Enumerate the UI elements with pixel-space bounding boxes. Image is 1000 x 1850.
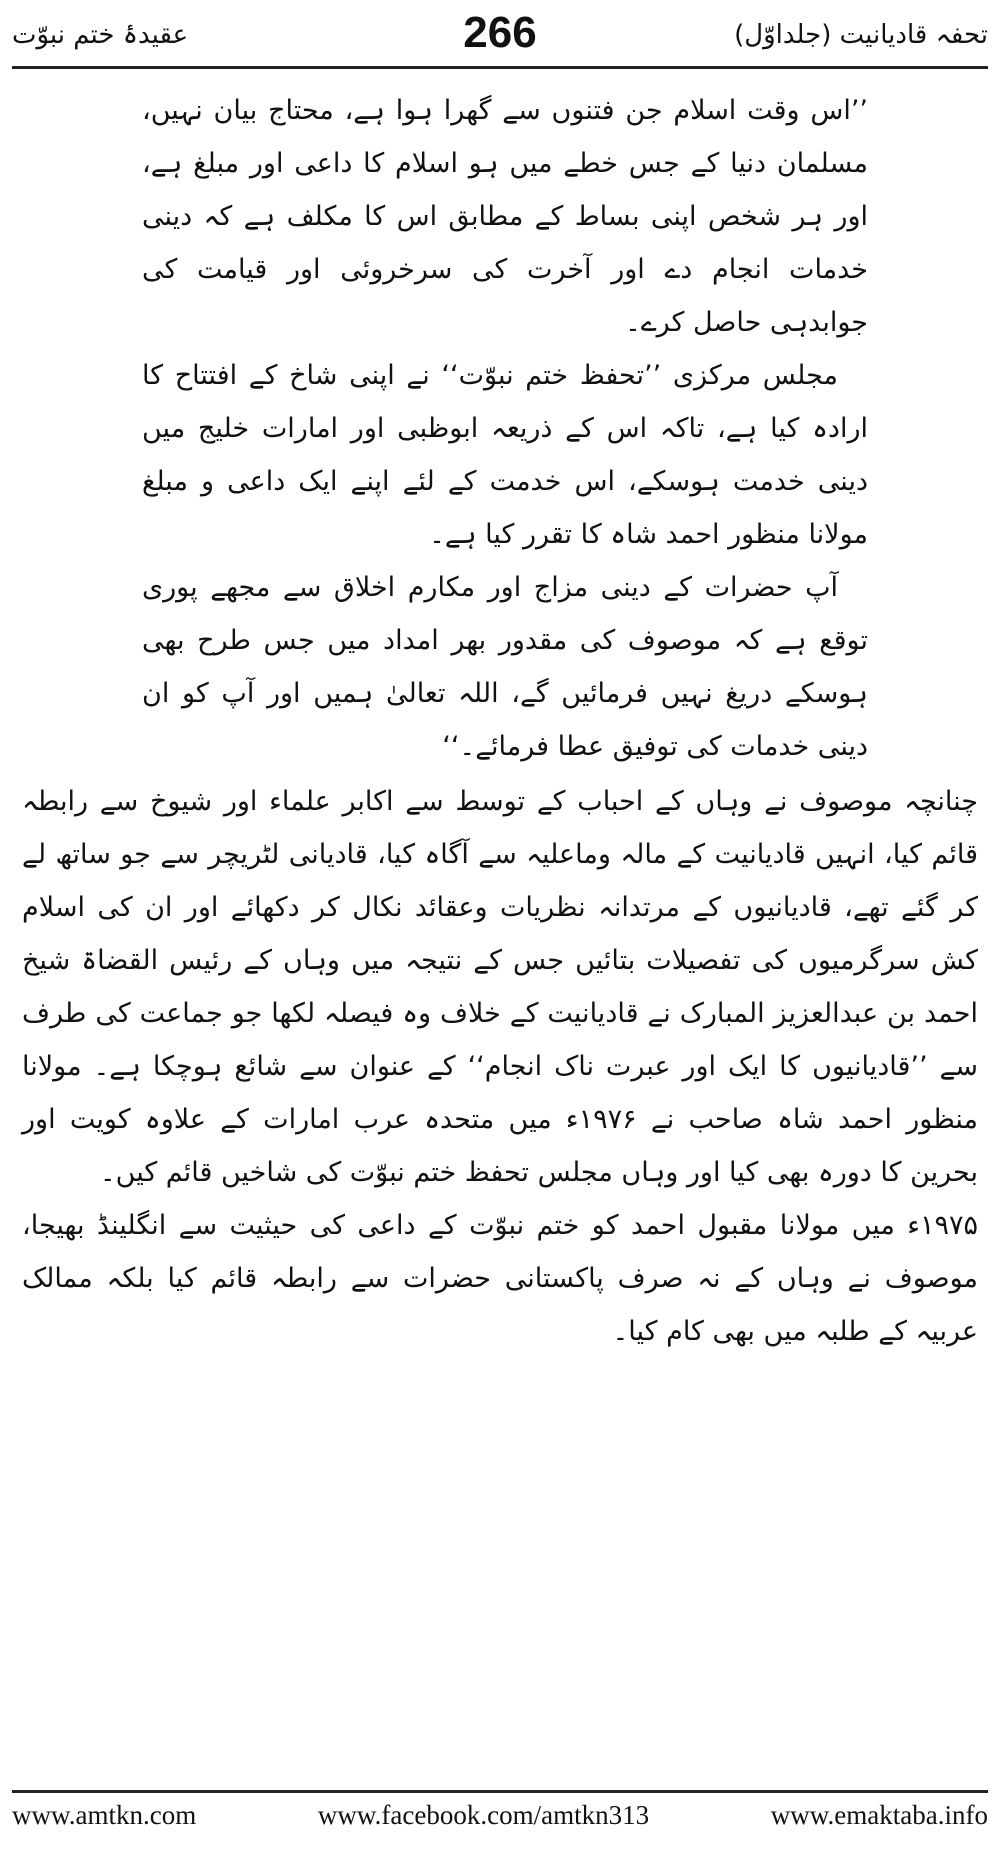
footer-link-amtkn[interactable]: www.amtkn.com <box>12 1800 197 1830</box>
narrative-paragraph-1: چنانچہ موصوف نے وہاں کے احباب کے توسط سے اکابر علماء اور شیوخ سے رابطہ قائم کیا، انہیں قادیانیت کے مالہ وماعلیہ سے آگاہ کیا، قادیانی لٹریچر سے جو ساتھ لے کر گئے تھے، قادیانیوں کے مرتدانہ نظریات وعقائد نکال کر دکھائے اور ان کی اسلام کش سرگرمیوں کی تفصیلات بتائیں جس کے نتیجہ میں وہاں کے رئیس القضاۃ شیخ احمد بن عبدالعزیز المبارک نے قادیانیت کے خلاف وہ فیصلہ لکھا جو جماعت کی طرف سے ’’قادیانیوں کا ایک اور عبرت ناک انجام‘‘ کے عنوان سے شائع ہوچکا ہے۔ مولانا منظور احمد شاہ صاحب نے ۱۹۷۶ء میں متحدہ عرب امارات کے علاوہ کویت اور بحرین کا دورہ بھی کیا اور وہاں مجلس تحفظ ختم نبوّت کی شاخیں قائم کیں۔ <box>22 786 978 1188</box>
header-divider <box>12 66 988 69</box>
quote-paragraph-1: ’’اس وقت اسلام جن فتنوں سے گھرا ہوا ہے، محتاج بیان نہیں، مسلمان دنیا کے جس خطے میں ہو اسلام کا داعی اور مبلغ ہے، اور ہر شخص اپنی بساط کے مطابق اس کا مکلف ہے کہ دینی خدمات انجام دے اور آخرت کی سرخروئی اور قیامت کی جوابدہی حاصل کرے۔ <box>142 95 868 338</box>
quote-paragraph-3: آپ حضرات کے دینی مزاج اور مکارم اخلاق سے مجھے پوری توقع ہے کہ موصوف کی مقدور بھر امداد میں جس طرح بھی ہوسکے دریغ نہیں فرمائیں گے، اللہ تعالیٰ ہمیں اور آپ کو ان دینی خدمات کی توفیق عطا فرمائے۔‘‘ <box>142 572 868 762</box>
narrative <box>22 775 978 1358</box>
header-right-title: تحفہ قادیانیت (جلداوّل) <box>734 20 988 50</box>
page-number: 266 <box>463 8 537 57</box>
narrative-paragraph-2: ۱۹۷۵ء میں مولانا مقبول احمد کو ختم نبوّت کے داعی کی حیثیت سے انگلینڈ بھیجا، موصوف نے وہاں کے نہ صرف پاکستانی حضرات سے رابطہ قائم کیا بلکہ ممالک عربیہ کے طلبہ میں بھی کام کیا۔ <box>22 1210 978 1347</box>
page-footer <box>12 1800 988 1840</box>
footer-link-emaktaba[interactable]: www.emaktaba.info <box>770 1800 988 1830</box>
quoted-letter <box>142 84 868 773</box>
page-body <box>22 84 978 1358</box>
footer-divider <box>12 1790 988 1793</box>
header-left-title: عقیدۂ ختم نبوّت <box>12 20 189 50</box>
page-header <box>12 8 988 64</box>
quote-paragraph-2: مجلس مرکزی ’’تحفظ ختم نبوّت‘‘ نے اپنی شاخ کے افتتاح کا ارادہ کیا ہے، تاکہ اس کے ذریعہ ابوظبی اور امارات خلیج میں دینی خدمت ہوسکے، اس خدمت کے لئے اپنے ایک داعی و مبلغ مولانا منظور احمد شاہ کا تقرر کیا ہے۔ <box>142 360 868 550</box>
footer-link-facebook[interactable]: www.facebook.com/amtkn313 <box>317 1800 650 1830</box>
